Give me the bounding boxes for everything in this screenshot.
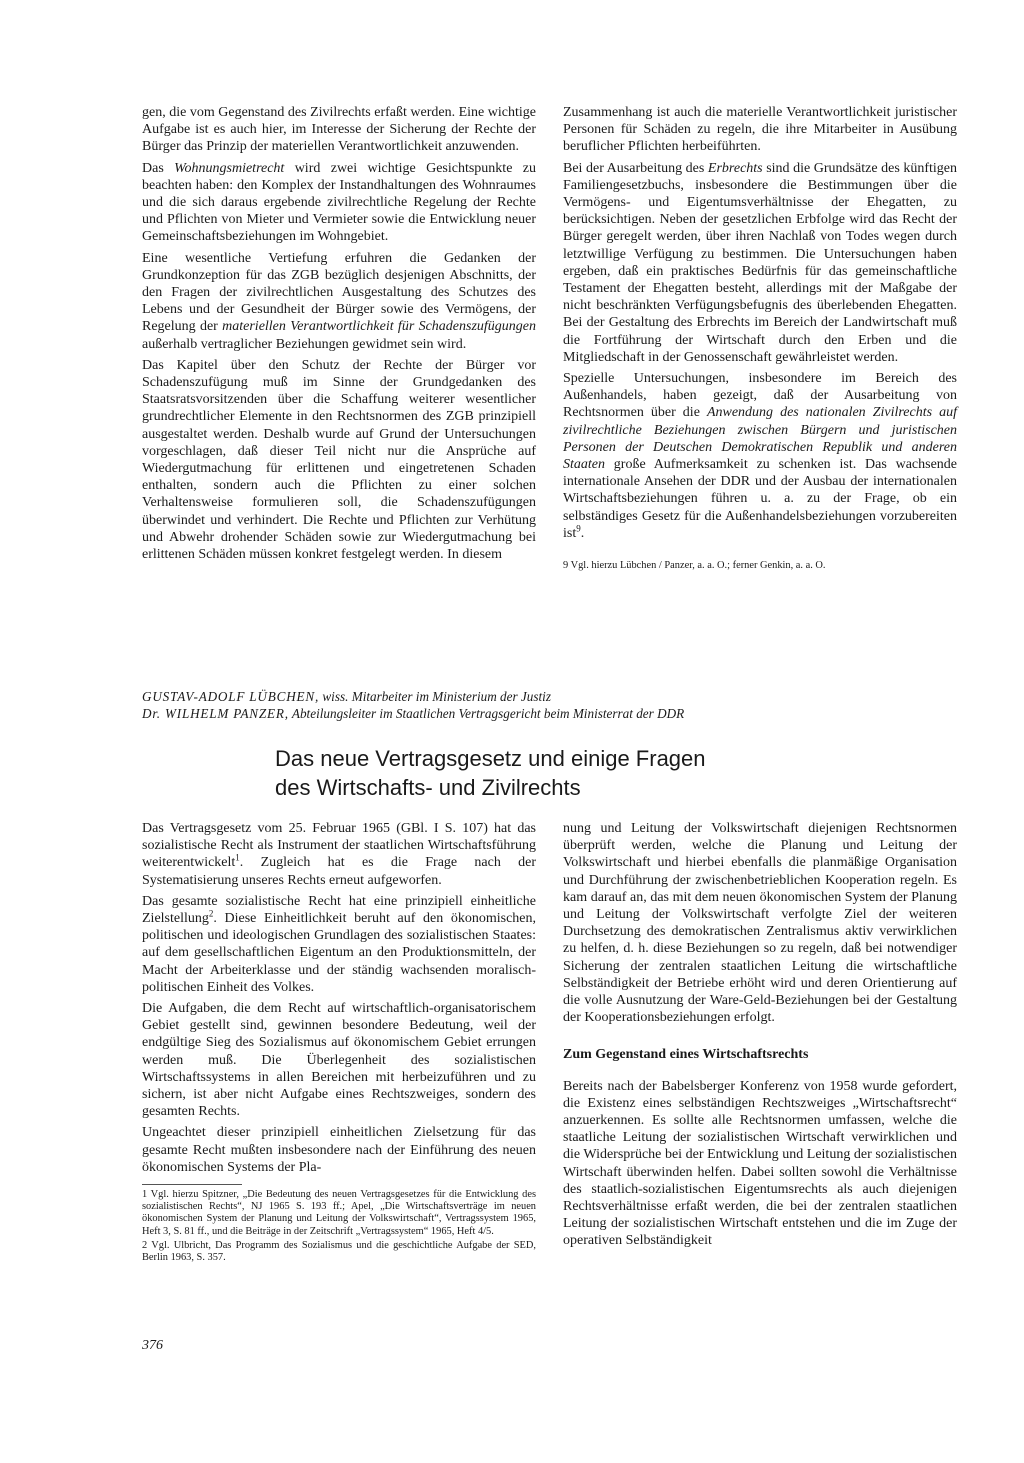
author-line-2	[142, 705, 902, 722]
paragraph	[142, 250, 536, 353]
footnote-ref: 2	[208, 908, 214, 919]
author-line-1	[142, 688, 902, 705]
footnote-ref: 1	[235, 852, 240, 863]
text-run: Zusammenhang ist auch die materielle Verantwortlichkeit juristischer Personen für Schäden zu regeln, die ihre Mitarbeiter in Ausübung beruflicher Pflichten herbeiführten.	[563, 105, 957, 155]
emphasis-text: materiellen Verantwortlichkeit für Schadenszufügungen	[222, 319, 537, 335]
text-run: gen, die vom Gegenstand des Zivilrechts erfaßt werden. Eine wichtige Aufgabe ist es auch hier, im Interesse der Sicherung der Rechte der Bürger das Prinzip der materiellen Verantwortlichkeit anzuwenden.	[142, 105, 536, 155]
bottom-right-body	[563, 1078, 957, 1250]
text-run: Die Aufgaben, die dem Recht auf wirtschaftlich-organisatorischem Gebiet gestellt sind, gewinnen besondere Bedeutung, weil der endgültige Sieg des Sozialismus auf ökonomischem Gebiet errungen werden muß. Die Überlegenheit des sozialistischen Wirtschaftssystems in allen Bereichen mit herbeizuführen und zu sichern, ist aber nicht Aufgabe eines Rechtszweiges, sondern des gesamten Rechts.	[142, 1001, 536, 1120]
paragraph	[563, 1078, 957, 1250]
paragraph	[142, 893, 536, 996]
paragraph	[142, 1000, 536, 1120]
paragraph	[563, 104, 957, 156]
paragraph	[142, 357, 536, 563]
text-run: Spezielle Untersuchungen, insbesondere im Bereich des Außenhandels, haben gezeigt, daß der Ausarbeitung von Rechtsnormen über die	[563, 371, 957, 421]
bottom-left-column	[142, 820, 536, 1266]
paragraph	[563, 160, 957, 366]
text-run: . Zugleich hat es die Frage nach der Systematisierung unseres Rechts erneut aufgeworfen.	[142, 855, 536, 888]
text-run: Das	[142, 160, 175, 176]
emphasis-text: Anwendung des nationalen Zivilrechts auf zivilrechtliche Beziehungen zwischen Bürgern und juristischen Personen der Deutschen Demokratischen Republik und anderen Staaten	[563, 405, 957, 473]
footnote-9: 9 Vgl. hierzu Lübchen / Panzer, a. a. O.; ferner Genkin, a. a. O.	[563, 560, 826, 572]
top-right-column	[563, 104, 957, 574]
footnote-1: 1 Vgl. hierzu Spitzner, „Die Bedeutung des neuen Vertragsgesetzes für die Entwicklung des sozialistischen Rechts“, NJ 1965 S. 193 ff.; Apel, „Die Wirtschaftsverträge im neuen ökonomischen System der Planung und Leitung der Volkswirtschaft“, Vertragssystem 1965, Heft 3, S. 81 ff., und die Beiträge in der Zeitschrift „Vertragssystem“ 1965, Heft 4/5.	[142, 1189, 536, 1237]
text-run: Das gesamte sozialistische Recht hat eine prinzipiell einheitliche Zielstellung	[142, 893, 536, 927]
author-role-2: Abteilungsleiter im Staatlichen Vertragsgericht beim Ministerrat der DDR	[288, 706, 685, 721]
text-run: Eine wesentliche Vertiefung erfuhren die Gedanken der Grundkonzeption für das ZGB bezüglich desjenigen Abschnitts, der den Fragen der zivilrechtlichen Ausgestaltung des Schutzes des Lebens und der Gesundheit der Bürger sowie des Vermögens, der Regelung der	[142, 250, 536, 335]
paragraph	[563, 820, 957, 1026]
top-left-column	[142, 104, 536, 567]
emphasis-text: Erbrechts	[707, 160, 763, 176]
page-number: 376	[142, 1338, 163, 1353]
paragraph	[142, 820, 536, 889]
text-run: große Aufmerksamkeit zu schenken ist. Das wachsende internationale Ansehen der DDR und der Ausbau der internationalen Wirtschaftsbeziehungen führen u. a. zu der Frage, ob ein selbständiges Gesetz für die Außenhandelsbeziehungen vorzubereiten ist	[563, 457, 957, 541]
text-run: außerhalb vertraglicher Beziehungen gewidmet sein wird.	[142, 336, 467, 352]
text-run: wird zwei wichtige Gesichtspunkte zu beachten haben: den Komplex der Instandhaltungen des Wohnraumes und die sich daraus ergebende zivilrechtliche Regelung der Rechte und Pflichten von Mieter und Vermieter sowie die Entwicklung neuer Gemeinschaftsbeziehungen im Wohngebiet.	[142, 160, 536, 245]
article-title-line-1: Das neue Vertragsgesetz und einige Fragen	[275, 746, 706, 771]
author-name-1: GUSTAV-ADOLF LÜBCHEN,	[142, 689, 320, 704]
text-run: nung und Leitung der Volkswirtschaft diejenigen Rechtsnormen überprüft werden, welche die Planung und Leitung der Volkswirtschaft und hierbei ebenfalls die planmäßige Organisation und Durchführung der zwischenbetrieblichen Kooperation regeln. Es kam darauf an, das mit dem neuen ökonomischen System der Planung und Leitung der Volkswirtschaft verfolgte Ziel der weiteren Durchsetzung des demokratischen Zentralismus aktiv verwirklichen zu helfen, d. h. diese Beziehungen so zu regeln, daß bei notwendiger Sicherung der zentralen staatlichen Leitung die wirtschaftliche Selbständigkeit der Betriebe erhöht wird und deren Orientierung auf die volle Ausnutzung der Ware-Geld-Beziehungen bei der Gestaltung der Kooperationsbeziehungen erfolgt.	[563, 821, 957, 1026]
bottom-left-body	[142, 820, 536, 1176]
text-run: . Diese Einheitlichkeit beruht auf den ökonomischen, politischen und ideologischen Grundlagen des sozialistischen Staates: auf dem gesellschaftlichen Eigentum an den Produktionsmitteln, der Macht der Arbeiterklasse und der ständig wachsenden moralisch-politischen Einheit des Volkes.	[142, 911, 536, 995]
section-subheading: Zum Gegenstand eines Wirtschaftsrechts	[563, 1047, 809, 1063]
text-run: Bei der Ausarbeitung des	[563, 160, 708, 176]
paragraph	[142, 1124, 536, 1176]
text-run: Das Vertragsgesetz vom 25. Februar 1965 (GBl. I S. 107) hat das sozialistische Recht als Instrument der staatlichen Wirtschaftsführung weiterentwickelt	[142, 821, 536, 871]
top-right-body	[563, 104, 957, 542]
text-run: Bereits nach der Babelsberger Konferenz von 1958 wurde gefordert, die Existenz eines selbständigen Rechtszweiges „Wirtschaftsrecht“ anzuerkennen. Es sollte alle Rechtsnormen umfassen, welche die staatliche Leitung der sozialistischen Wirtschaft verwirklichen und die Widersprüche bei der Entwicklung und Leitung der sozialistischen Wirtschaft überwinden helfen. Dabei sollten sowohl die Verhältnisse des staatlich-sozialistischen Eigentumsrechts als auch diejenigen Rechtsverhältnisse erfaßt werden, die bei der zentralen staatlichen Leitung der sozialistischen Wirtschaft entstehen und die im Zuge der operativen Selbständigkeit	[563, 1078, 957, 1249]
bottom-right-column	[563, 820, 957, 1254]
paragraph	[563, 370, 957, 542]
footnote-rule	[142, 1184, 242, 1185]
text-run: sind die Grundsätze des künftigen Familiengesetzbuchs, insbesondere die Bestimmungen über die Vermögens- und Eigentumsverhältnisse der Ehegatten, zu berücksichtigen. Neben der gesetzlichen Erbfolge wird das Recht der Bürger geregelt werden, über ihren Nachlaß von Todes wegen durch letztwillige Verfügung zu bestimmen. Die Untersuchungen haben ergeben, daß ein praktisches Bedürfnis für das gemeinschaftliche Testament der Ehegatten besteht, allerdings mit der Maßgabe der nicht beschränkten Verfügungsbefugnis des überlebenden Ehegatten. Bei der Gestaltung des Erbrechts im Bereich der Landwirtschaft muß die Fortführung der Wirtschaft durch den Erben und die Mitgliedschaft in der Genossenschaft gewährleistet werden.	[563, 160, 957, 365]
paragraph	[142, 104, 536, 156]
article-title	[275, 744, 835, 802]
text-run: .	[580, 525, 585, 541]
article-title-line-2: des Wirtschafts- und Zivilrechts	[275, 775, 581, 800]
footnote-2: 2 Vgl. Ulbricht, Das Programm des Sozialismus und die geschichtliche Aufgabe der SED, Berlin 1963, S. 357.	[142, 1239, 536, 1264]
bottom-right-intro	[563, 820, 957, 1026]
emphasis-text: Wohnungsmietrecht	[174, 160, 285, 176]
author-name-2: Dr. WILHELM PANZER,	[142, 706, 289, 721]
text-run: Ungeachtet dieser prinzipiell einheitlichen Zielsetzung für das gesamte Recht mußten insbesondere nach der Einführung des neuen ökonomischen Systems der Pla-	[142, 1125, 536, 1175]
paragraph	[142, 160, 536, 246]
text-run: Das Kapitel über den Schutz der Rechte der Bürger vor Schadenszufügung muß im Sinne der Grundgedanken des Staatsratsvorsitzenden über die Schaffung weiterer wesentlicher grundrechtlicher Elemente in den Rechtsnormen des ZGB prinzipiell ausgestaltet werden. Deshalb wurde auf Grund der Untersuchungen vorgeschlagen, daß dieser Teil nicht nur die Ansprüche auf Wiedergutmachung für erlittenen und eingetretenen Schaden enthalten, sondern auch die Pflichten zu einer solchen Verhaltensweise formulieren soll, die Schadenszufügungen überwindet und verhindert. Die Rechte und Pflichten zur Verhütung und Abwehr drohender Schäden sowie zur Wiedergutmachung bei erlittenen Schäden müssen konkret festgelegt werden. In diesem	[142, 357, 536, 563]
footnote-ref: 9	[576, 523, 581, 534]
author-block	[142, 688, 902, 722]
author-role-1: wiss. Mitarbeiter im Ministerium der Justiz	[319, 689, 551, 704]
